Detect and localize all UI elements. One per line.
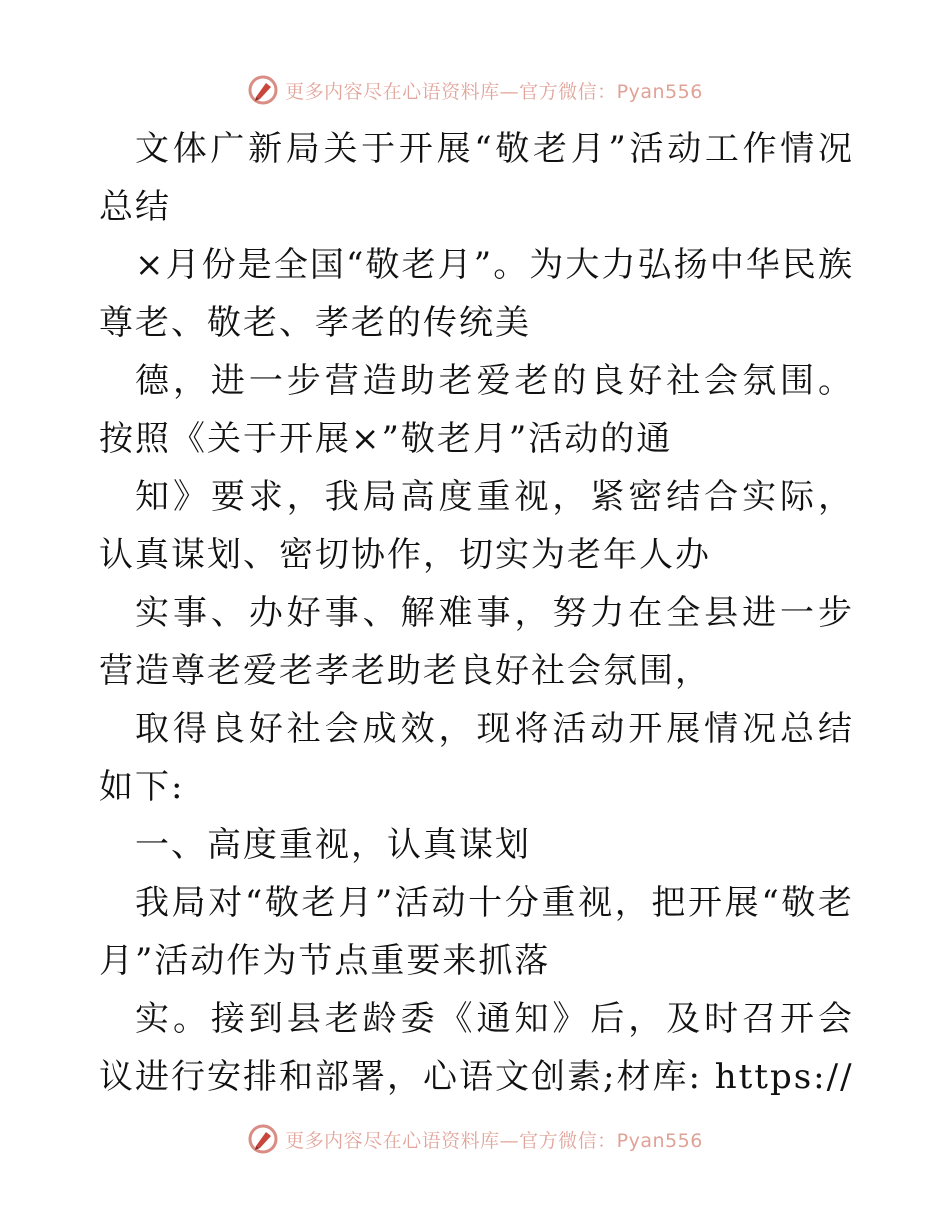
watermark-wechat-id: Pyan556 (616, 80, 703, 103)
watermark-text (285, 1126, 703, 1153)
watermark-footer (0, 1119, 950, 1159)
paragraph-5: 取得良好社会成效，现将活动开展情况总结如下: (99, 709, 854, 807)
paragraph-7: 实。接到县老龄委《通知》后，及时召开会议进行安排和部署，心语文创素;材库: https:// (99, 999, 854, 1097)
paragraph-2: 德，进一步营造助老爱老的良好社会氛围。按照《关于开展×”敬老月”活动的通 (99, 361, 854, 459)
pen-nib-circle-icon (247, 74, 279, 106)
watermark-brand: 更多内容尽在心语资料库—官方微信： (285, 1129, 617, 1152)
watermark-text (285, 77, 703, 104)
paragraph-6: 我局对“敬老月”活动十分重视，把开展“敬老月”活动作为节点重要来抓落 (99, 883, 854, 981)
paragraph-1: ×月份是全国“敬老月”。为大力弘扬中华民族尊老、敬老、孝老的传统美 (99, 245, 854, 343)
document-title: 文体广新局关于开展“敬老月”活动工作情况总结 (99, 129, 854, 227)
watermark-header (0, 70, 950, 110)
paragraph-4: 实事、办好事、解难事，努力在全县进一步营造尊老爱老孝老助老良好社会氛围， (99, 593, 854, 691)
paragraph-3: 知》要求，我局高度重视，紧密结合实际，认真谋划、密切协作，切实为老年人办 (99, 477, 854, 575)
pen-nib-circle-icon (247, 1123, 279, 1155)
watermark-brand: 更多内容尽在心语资料库—官方微信： (285, 80, 617, 103)
section-heading-1: 一、高度重视，认真谋划 (135, 825, 531, 865)
document-body (99, 120, 854, 1106)
watermark-wechat-id: Pyan556 (616, 1129, 703, 1152)
